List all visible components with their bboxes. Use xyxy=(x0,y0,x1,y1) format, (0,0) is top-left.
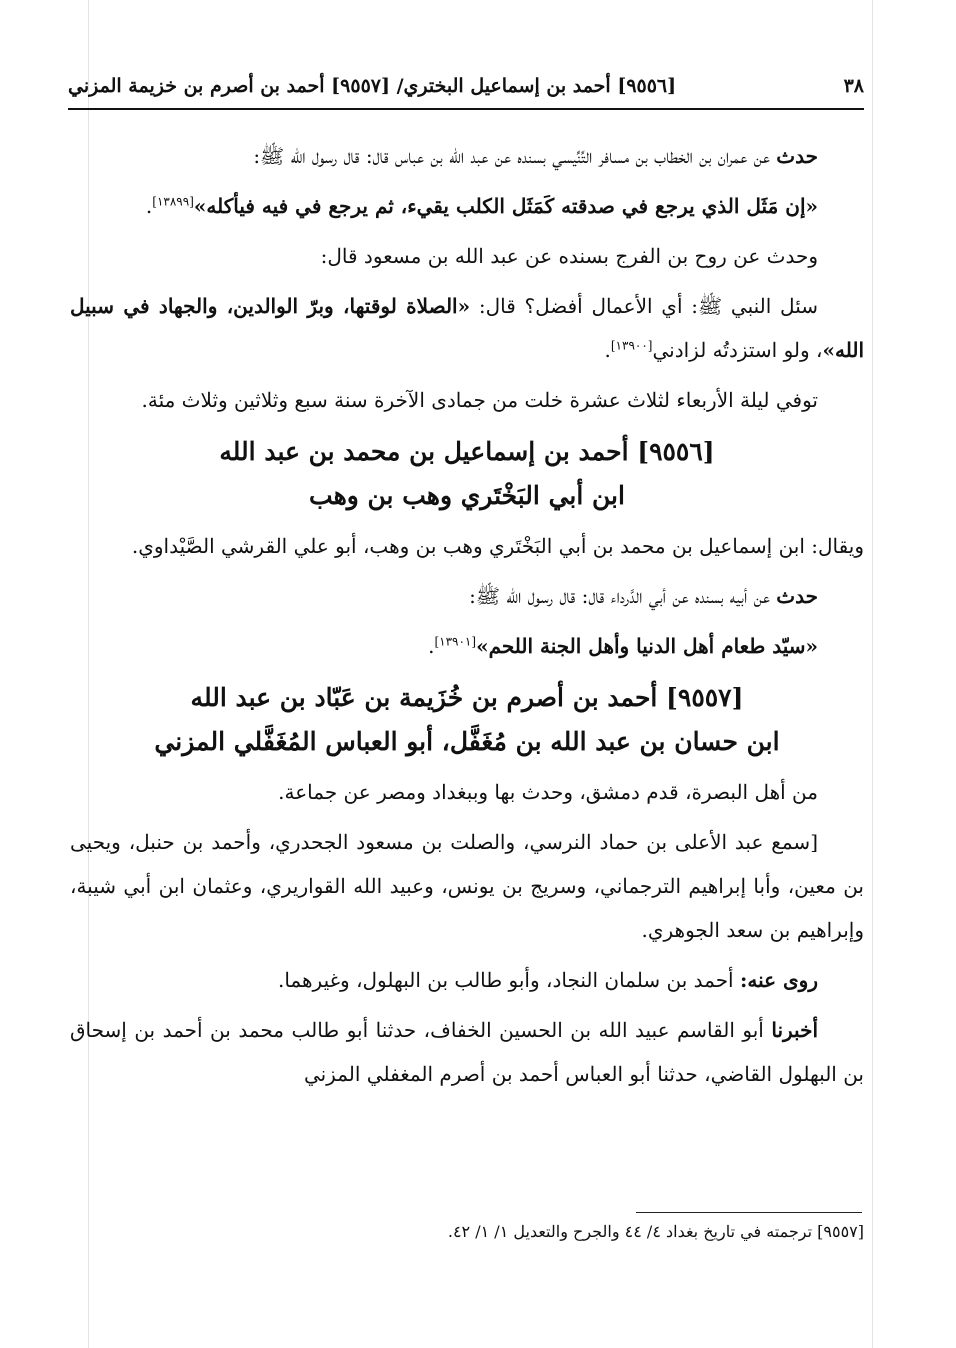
paragraph xyxy=(70,378,864,422)
paragraph-text: أبو القاسم عبيد الله بن الحسين الخفاف، حدثنا أبو طالب محمد بن أحمد بن إسحاق بن البهلول القاضي، حدثنا أبو العباس أحمد بن أصرم المغفلي المزني xyxy=(70,1018,864,1086)
keyword: روى عنه: xyxy=(739,968,818,992)
footnote-text: [٩٥٥٧] ترجمته في تاريخ بغداد ٤/ ٤٤ والجرح والتعديل ١/ ١/ ٤٢. xyxy=(447,1222,864,1241)
paragraph xyxy=(70,234,864,278)
paragraph xyxy=(70,574,864,618)
paragraph-text: توفي ليلة الأربعاء لثلاث عشرة خلت من جمادى الآخرة سنة سبع وثلاثين وثلاث مئة. xyxy=(141,388,818,412)
running-title: [٩٥٥٦] أحمد بن إسماعيل البختري/ [٩٥٥٧] أحمد بن أصرم بن خزيمة المزني xyxy=(68,75,677,97)
footnote-ref: [١٣٩٠٠] xyxy=(610,338,653,353)
paragraph-text: عن عمران بن الخطاب بن مسافر التِّنِّيسي بسنده عن عبد الله بن عباس قال: قال رسول الله ﷺ: xyxy=(253,144,777,168)
hadith-paragraph: «إن مَثَل الذي يرجع في صدقته كَمَثَل الكلب يقيء، ثم يرجع في فيه فيأكله»[١٣٨٩٩]. xyxy=(145,194,818,218)
footnote-ref: [١٣٨٩٩] xyxy=(152,194,194,209)
page-number: ٣٨ xyxy=(843,75,864,97)
entry-title xyxy=(70,676,864,764)
paragraph: سئل النبي ﷺ: أي الأعمال أفضل؟ قال: «الصلاة لوقتها، وبرّ الوالدين، والجهاد في سبيل الله»، ولو استزدتُه لزادني[١٣٩٠٠]. xyxy=(70,294,864,362)
entry-title-line: [٩٥٥٦] أحمد بن إسماعيل بن محمد بن عبد الله xyxy=(219,437,715,466)
entry-title-line: ابن أبي البَخْتَري وهب بن وهب xyxy=(309,481,625,510)
hadith-text: «سيّد طعام أهل الدنيا وأهل الجنة اللحم» xyxy=(476,634,818,658)
header-rule xyxy=(68,108,864,110)
keyword: أخبرنا xyxy=(771,1018,818,1042)
paragraph-text: أحمد بن سلمان النجاد، وأبو طالب بن البهلول، وغيرهما. xyxy=(277,968,740,992)
footnote-rule xyxy=(636,1212,862,1213)
running-header xyxy=(68,66,864,106)
entry-title xyxy=(70,430,864,518)
hadith-paragraph: «سيّد طعام أهل الدنيا وأهل الجنة اللحم»[١٣٩٠١]. xyxy=(428,634,818,658)
paragraph xyxy=(70,134,864,178)
paragraph xyxy=(70,820,864,952)
paragraph-text: عن أبيه بسنده عن أبي الدَّرداء قال: قال رسول الله ﷺ: xyxy=(469,584,777,608)
paragraph xyxy=(70,524,864,568)
paragraph xyxy=(70,1008,864,1096)
paragraph-text: سئل النبي ﷺ: أي الأعمال أفضل؟ قال: xyxy=(470,294,818,318)
paragraph-text: ، ولو استزدتُه لزادني xyxy=(652,338,823,362)
paragraph xyxy=(70,958,864,1002)
hadith-text: «الصلاة لوقتها، وبرّ الوالدين، والجهاد في سبيل الله» xyxy=(70,294,864,362)
entry-title-line: [٩٥٥٧] أحمد بن أصرم بن خُزَيمة بن عَبّاد بن عبد الله xyxy=(190,683,744,712)
paragraph xyxy=(70,770,864,814)
keyword: حدث xyxy=(776,144,818,168)
paragraph-text: ويقال: ابن إسماعيل بن محمد بن أبي البَخْتَري وهب بن وهب، أبو علي القرشي الصَّيْداوي. xyxy=(131,534,864,558)
entry-title-line: ابن حسان بن عبد الله بن مُغَفَّل، أبو العباس المُغَفَّلي المزني xyxy=(154,727,780,756)
paragraph-text: وحدث عن روح بن الفرج بسنده عن عبد الله بن مسعود قال: xyxy=(320,244,818,268)
keyword: حدث xyxy=(776,584,818,608)
footnote xyxy=(200,1222,864,1241)
hadith-text: «إن مَثَل الذي يرجع في صدقته كَمَثَل الكلب يقيء، ثم يرجع في فيه فيأكله» xyxy=(193,194,818,218)
footnote-ref: [١٣٩٠١] xyxy=(434,634,477,649)
paragraph-text: من أهل البصرة، قدم دمشق، وحدث بها وببغداد ومصر عن جماعة. xyxy=(278,780,818,804)
paragraph-text: [سمع عبد الأعلى بن حماد النرسي، والصلت بن مسعود الجحدري، وأحمد بن حنبل، ويحيى بن معين، وأبا إبراهيم الترجماني، وسريج بن يونس، وعبيد الله القواريري، وعثمان ابن أبي شيبة، وإبراهيم بن سعد الجوهري. xyxy=(70,830,864,942)
main-text xyxy=(70,134,864,1102)
scan-margin-line xyxy=(872,0,873,1348)
